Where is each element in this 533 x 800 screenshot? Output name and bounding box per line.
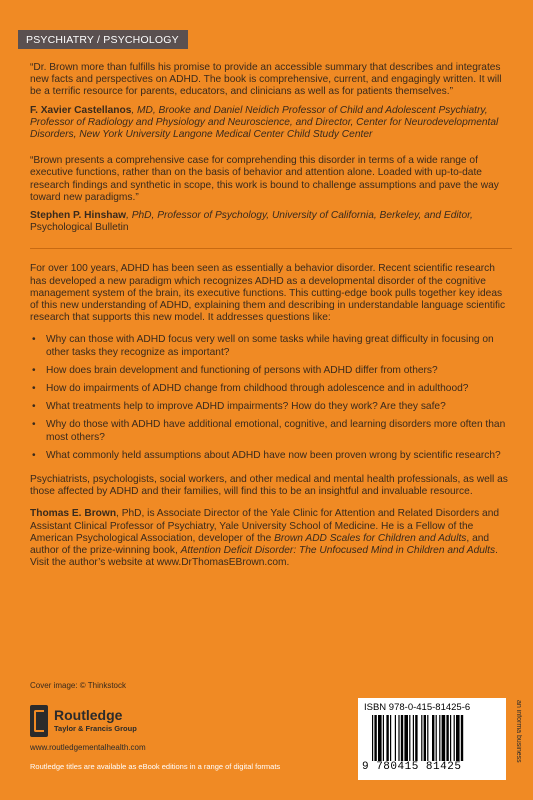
cover-credit: Cover image: © Thinkstock <box>30 681 127 690</box>
publisher-url[interactable]: www.routledgementalhealth.com <box>30 743 146 752</box>
author-bio-text: , PhD, is Associate Director of the Yale Clinic for Attention and Related Disorders and Assistant Clinical Professor of Psychiatry, Yale University School of Medicine. He is a Fellow of the American Psychological Association, developer of the <box>30 508 500 544</box>
intro-paragraph: For over 100 years, ADHD has been seen as essentially a behavior disorder. Recent scientific research has developed a new paradigm which recognizes ADHD as a developmental disorder of the cognitive management system of the brain, its executive functions. This cutting-edge book pulls together key ideas of this new understanding of ADHD, explaining them and describing in understandable language scientific research that supports this new model. It addresses questions like: <box>30 263 506 324</box>
informa-side-text: an informa business <box>515 700 522 763</box>
isbn-text: ISBN 978-0-415-81425-6 <box>364 702 471 713</box>
endorsement-attribution <box>30 105 512 142</box>
endorser-name: F. Xavier Castellanos <box>30 104 132 116</box>
questions-list <box>30 334 512 462</box>
book-title: Attention Deficit Disorder: The Unfocused Mind in Children and Adults <box>180 545 496 557</box>
barcode-icon <box>372 715 498 761</box>
ebook-note: Routledge titles are available as eBook editions in a range of digital formats <box>30 762 281 771</box>
barcode-digits: 9 780415 81425 <box>362 761 462 773</box>
back-cover-text <box>30 62 512 580</box>
endorser-name: Stephen P. Hinshaw <box>30 210 127 222</box>
list-item: • How does brain development and functioning of persons with ADHD differ from others? <box>30 365 512 377</box>
author-bio <box>30 508 512 569</box>
publisher-block <box>30 705 280 753</box>
author-bio-text: , and author of the prize-winning book, <box>30 532 490 557</box>
endorsement-attribution <box>30 210 512 234</box>
list-item: • Why do those with ADHD have additional emotional, cognitive, and learning disorders more often than most others? <box>30 419 512 443</box>
endorsement-quote: “Dr. Brown more than fulfills his promise to provide an accessible summary that describes and integrates new facts and perspectives on ADHD. The book is comprehensive, current, and engagingly written. It will be a terrific resource for parents, educators, and clinicians as well as for patients themselves.” <box>30 62 502 98</box>
publisher-name: Routledge <box>54 707 123 723</box>
endorser-title-plain: Psychological Bulletin <box>30 222 129 234</box>
list-item: • What treatments help to improve ADHD impairments? How do they work? Are they safe? <box>30 401 512 413</box>
routledge-logo-icon <box>30 705 48 737</box>
author-bio-text: . Visit the author’s website at www.DrThomasEBrown.com. <box>30 545 498 569</box>
audience-paragraph: Psychiatrists, psychologists, social workers, and other medical and mental health professionals, as well as those affected by ADHD and their families, will find this to be an insightful and invaluable resource. <box>30 474 508 498</box>
book-title: Brown ADD Scales for Children and Adults <box>274 532 467 544</box>
publisher-group: Taylor & Francis Group <box>54 724 137 733</box>
category-label: PSYCHIATRY / PSYCHOLOGY <box>18 30 188 49</box>
barcode-panel <box>358 698 506 780</box>
list-item: • Why can those with ADHD focus very well on some tasks while having great difficulty in focusing on other tasks they recognize as important? <box>30 334 512 358</box>
endorser-title: , PhD, Professor of Psychology, University of California, Berkeley, and Editor, <box>126 210 473 222</box>
author-name: Thomas E. Brown <box>30 508 117 520</box>
endorser-title: , MD, Brooke and Daniel Neidich Professor of Child and Adolescent Psychiatry, Professor of Radiology and Physiology and Neuroscience, and Director, Center for Neurodevelopmental Disorders, New York University Langone Medical Center Child Study Center <box>30 104 499 141</box>
list-item: • How do impairments of ADHD change from childhood through adolescence and in adulthood? <box>30 383 512 395</box>
list-item: • What commonly held assumptions about ADHD have now been proven wrong by scientific research? <box>30 450 512 462</box>
endorsement-quote: “Brown presents a comprehensive case for comprehending this disorder in terms of a wide range of executive functions, rather than on the basis of behavior and attention alone. Loaded with up-to-date research findings and synthetic in scope, this work is bound to challenge assumptions and pave the way toward new paradigms.” <box>30 155 499 203</box>
divider <box>30 248 512 249</box>
